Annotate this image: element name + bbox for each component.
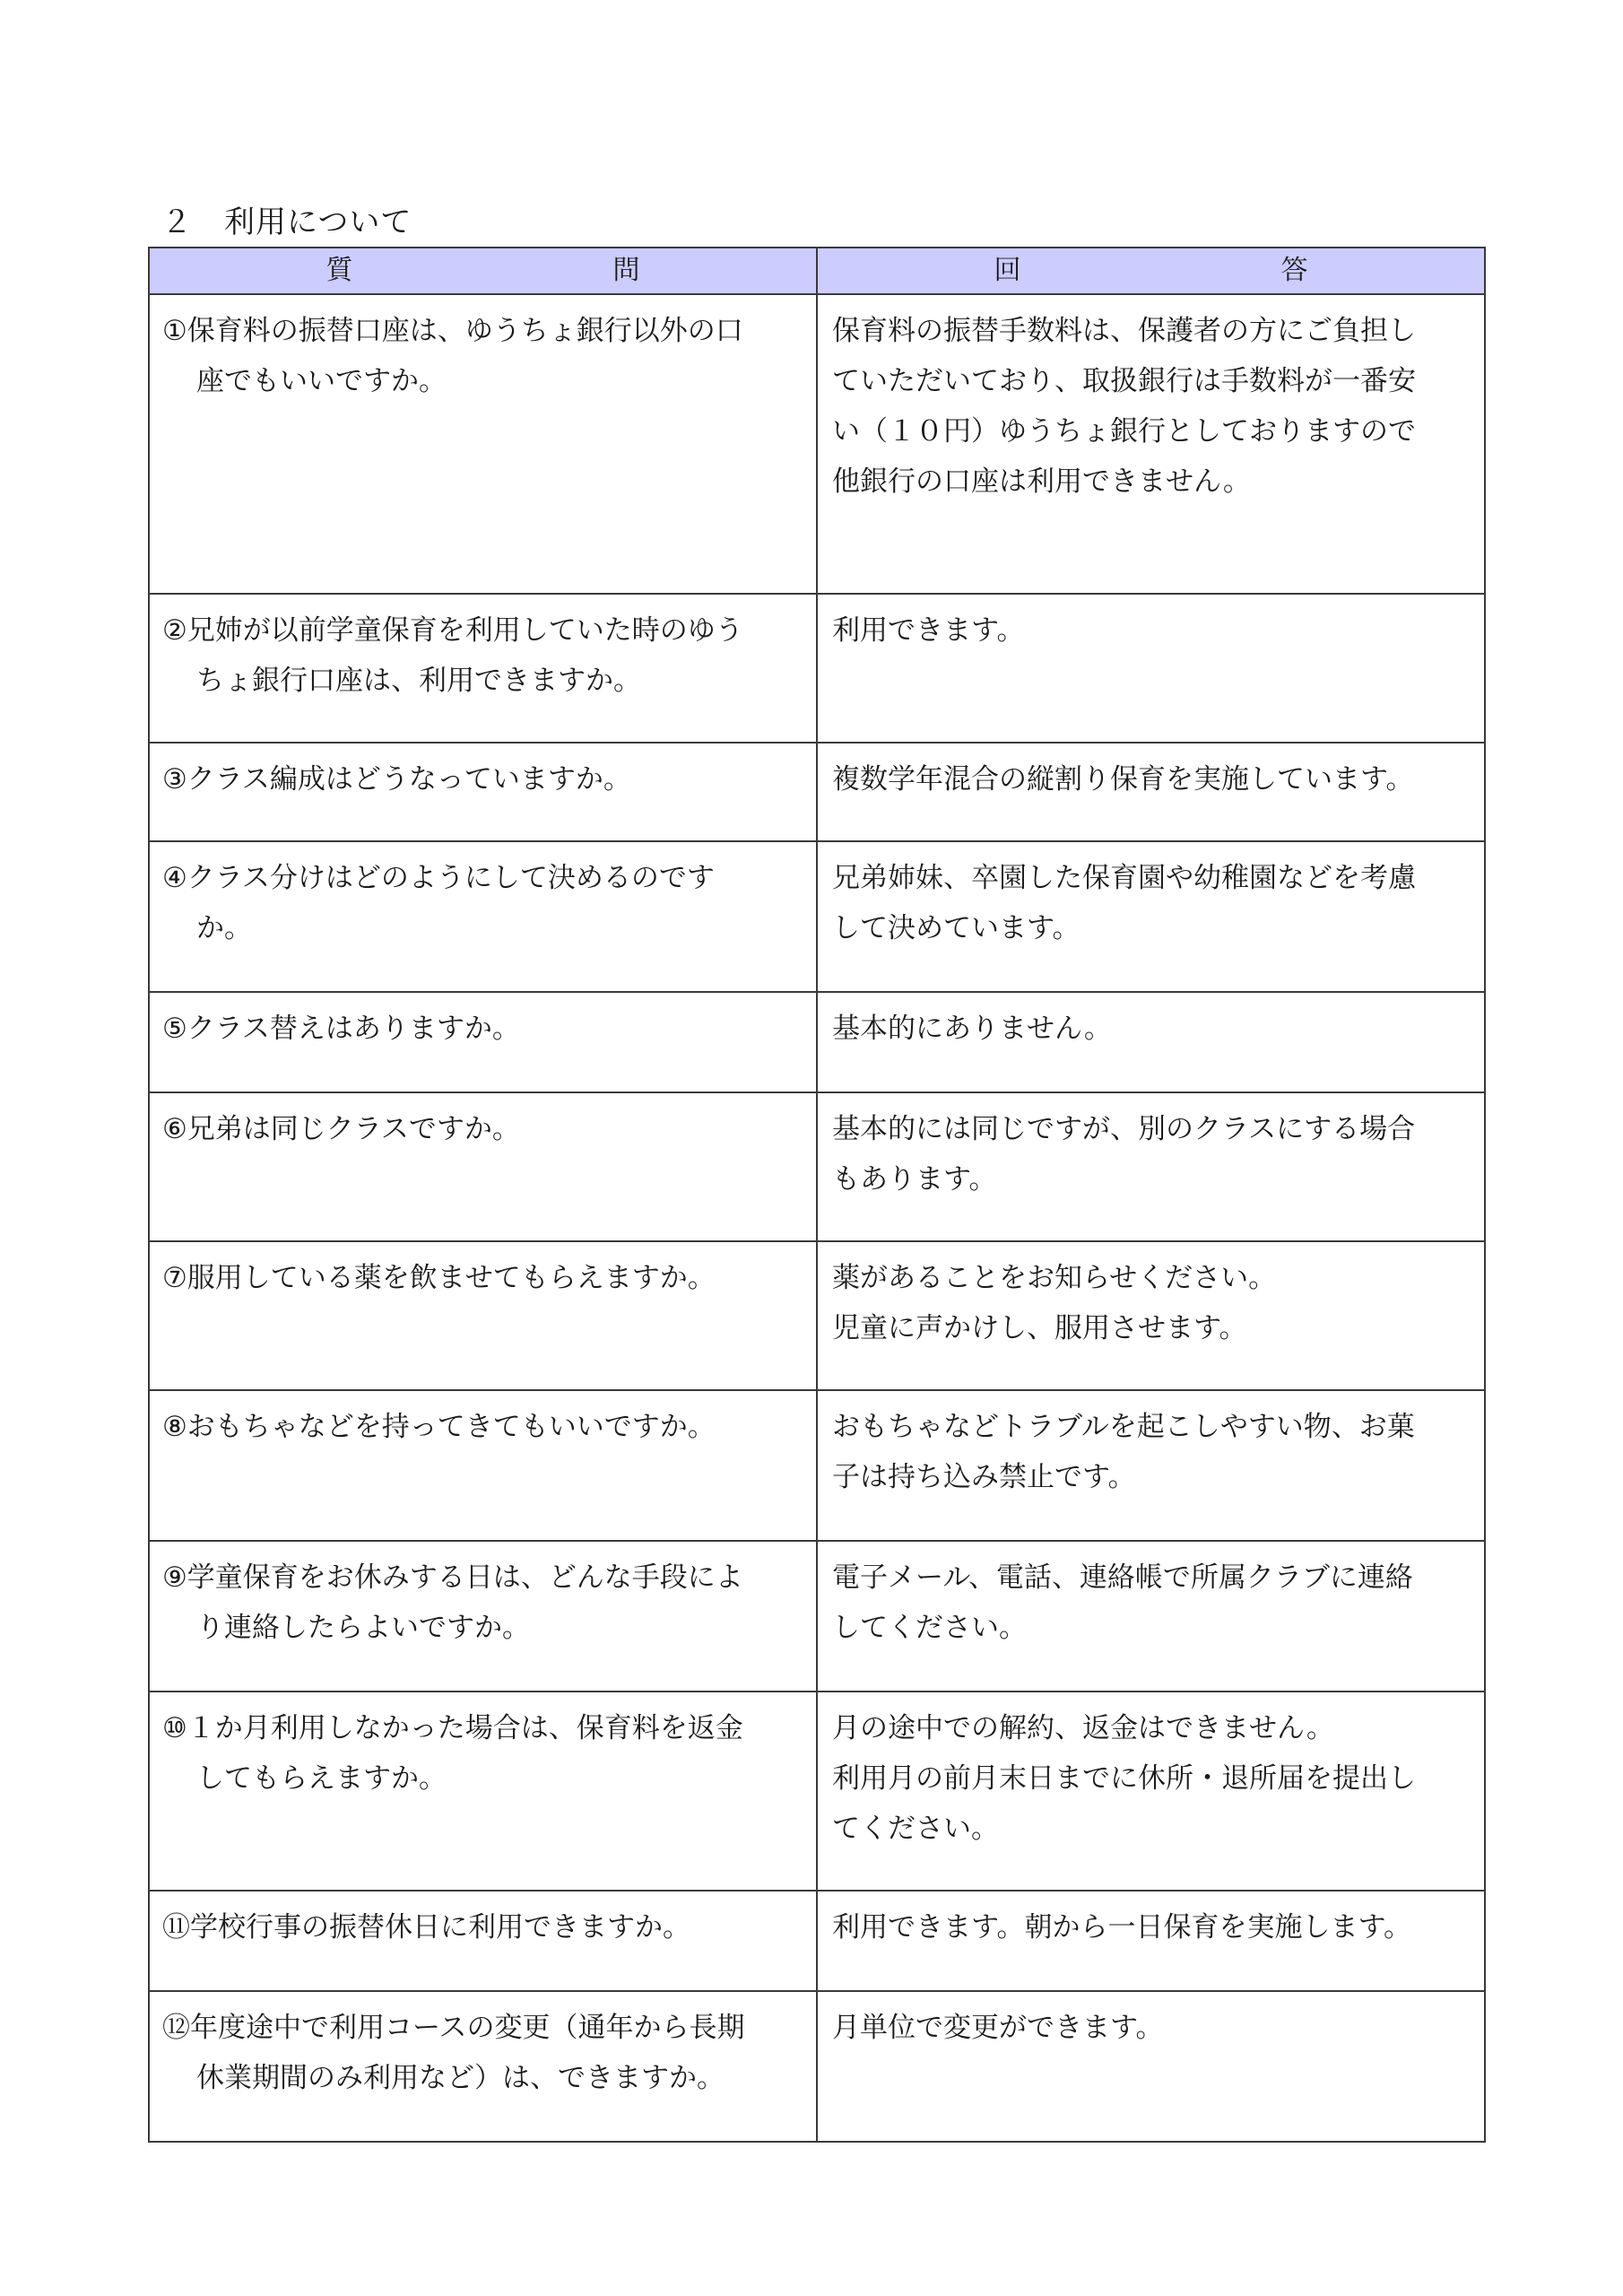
answer-text-line: 利用月の前月末日までに休所・退所届を提出し [832,1762,1416,1795]
faq-table [148,247,1486,2143]
table-row [149,1541,1485,1692]
question-cell [149,1241,817,1390]
answer-text-line: して決めています。 [832,912,1081,944]
answer-cell [817,1092,1485,1241]
question-text-line: ⑥兄弟は同じクラスですか。 [162,1113,520,1145]
answer-text-line: 薬があることをお知らせください。 [832,1262,1277,1294]
answer-text-line: 利用できます。 [832,614,1025,647]
answer-cell [817,1692,1485,1891]
question-text-line: ④クラス分けはどのようにして決めるのです [162,862,715,894]
header-answer [817,248,1485,294]
question-text-line: か。 [196,912,252,944]
answer-text-line: してください。 [832,1612,1027,1644]
question-text-line: り連絡したらよいですか。 [196,1612,530,1644]
question-text-line: ⑨学童保育をお休みする日は、どんな手段によ [162,1561,743,1594]
answer-text-line: 月の途中での解約、返金はできません。 [832,1712,1334,1744]
answer-text-line: もあります。 [832,1163,997,1196]
table-row [149,594,1485,743]
question-text-line: ちょ銀行口座は、利用できますか。 [196,665,641,697]
table-row [149,992,1485,1092]
answer-text-line: 兄弟姉妹、卒園した保育園や幼稚園などを考慮 [832,862,1416,894]
question-text-line: ⑫年度途中で利用コースの変更（通年から長期 [162,2012,745,2044]
header-question-label: 質 問 [325,255,757,286]
header-answer-label: 回 答 [994,255,1425,286]
table-row [149,1891,1485,1991]
question-text-line: ⑤クラス替えはありますか。 [162,1013,520,1045]
question-text-line: ⑩１か月利用しなかった場合は、保育料を返金 [162,1712,743,1744]
question-text-line: 座でもいいですか。 [196,365,447,397]
answer-cell [817,992,1485,1092]
answer-text-line: 利用できます。朝から一日保育を実施します。 [832,1911,1412,1944]
table-header-row [149,248,1485,294]
answer-cell [817,1241,1485,1390]
question-text-line: してもらえますか。 [196,1762,447,1795]
answer-text-line: 子は持ち込み禁止です。 [832,1461,1136,1493]
question-cell [149,1541,817,1692]
question-text-line: ③クラス編成はどうなっていますか。 [162,763,631,796]
table-row [149,841,1485,992]
table-row [149,1692,1485,1891]
question-cell [149,294,817,594]
answer-cell [817,1541,1485,1692]
question-text-line: ⑪学校行事の振替休日に利用できますか。 [162,1911,690,1944]
answer-cell [817,1991,1485,2142]
table-row [149,1241,1485,1390]
question-cell [149,743,817,841]
question-cell [149,841,817,992]
answer-text-line: ていただいており、取扱銀行は手数料が一番安 [832,365,1416,397]
question-cell [149,1692,817,1891]
answer-text-line: 基本的には同じですが、別のクラスにする場合 [832,1113,1416,1145]
faq-body [149,294,1485,2142]
table-row [149,1092,1485,1241]
question-cell [149,1991,817,2142]
question-text-line: ①保育料の振替口座は、ゆうちょ銀行以外の口 [162,315,743,347]
answer-text-line: 電子メール、電話、連絡帳で所属クラブに連絡 [832,1561,1413,1594]
table-row [149,1991,1485,2142]
answer-text-line: 保育料の振替手数料は、保護者の方にご負担し [832,315,1416,347]
answer-text-line: い（１０円）ゆうちょ銀行としておりますので [832,415,1416,448]
answer-cell [817,294,1485,594]
answer-text-line: てください。 [832,1813,999,1845]
question-text-line: 休業期間のみ利用など）は、できますか。 [196,2062,725,2094]
answer-text-line: 基本的にありません。 [832,1013,1112,1045]
question-text-line: ②兄姉が以前学童保育を利用していた時のゆう [162,614,743,647]
question-cell [149,1891,817,1991]
answer-cell [817,841,1485,992]
answer-text-line: 複数学年混合の縦割り保育を実施しています。 [832,763,1414,796]
section-title: ２ 利用について [161,204,412,240]
table-row [149,743,1485,841]
answer-text-line: 月単位で変更ができます。 [832,2012,1164,2044]
answer-cell [817,594,1485,743]
table-row [149,1390,1485,1541]
answer-text-line: 他銀行の口座は利用できません。 [832,465,1251,498]
header-question [149,248,817,294]
question-text-line: ⑦服用している薬を飲ませてもらえますか。 [162,1262,716,1294]
question-text-line: ⑧おもちゃなどを持ってきてもいいですか。 [162,1411,716,1443]
answer-cell [817,1390,1485,1541]
answer-text-line: 児童に声かけし、服用させます。 [832,1312,1247,1344]
answer-text-line: おもちゃなどトラブルを起こしやすい物、お菓 [832,1411,1415,1443]
question-cell [149,1092,817,1241]
answer-cell [817,1891,1485,1991]
question-cell [149,594,817,743]
table-row [149,294,1485,594]
answer-cell [817,743,1485,841]
question-cell [149,1390,817,1541]
question-cell [149,992,817,1092]
